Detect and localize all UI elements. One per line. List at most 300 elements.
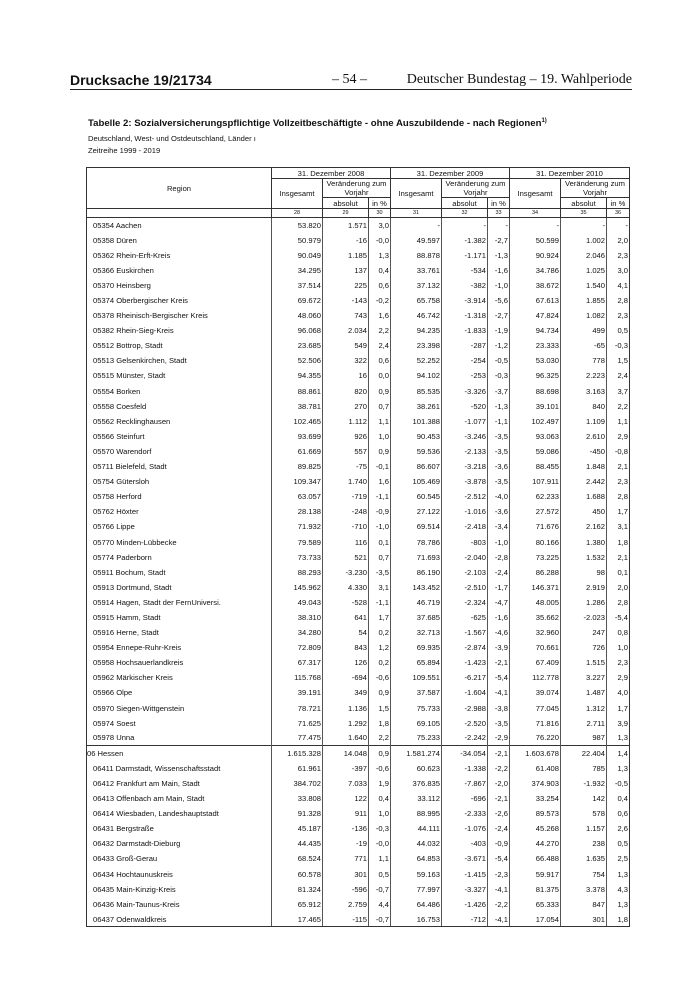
- value-cell: 94.235: [391, 323, 442, 338]
- value-cell: 754: [561, 867, 607, 882]
- value-cell: 53.820: [272, 218, 323, 233]
- region-cell: 05978 Unna: [87, 731, 272, 746]
- value-cell: -16: [323, 233, 369, 248]
- table-row: [87, 716, 630, 731]
- value-cell: -1.604: [442, 685, 488, 700]
- value-cell: 2.046: [561, 248, 607, 263]
- region-cell: 05974 Soest: [87, 716, 272, 731]
- value-cell: 743: [323, 308, 369, 323]
- page-header: [70, 72, 632, 90]
- value-cell: -2,1: [488, 791, 510, 806]
- value-cell: 88.698: [510, 384, 561, 399]
- value-cell: -2.133: [442, 444, 488, 459]
- value-cell: 67.317: [272, 655, 323, 670]
- value-cell: 48.060: [272, 308, 323, 323]
- value-cell: 1,3: [607, 897, 630, 912]
- value-cell: 1.581.274: [391, 746, 442, 761]
- value-cell: 1,4: [607, 746, 630, 761]
- value-cell: 0,5: [607, 836, 630, 851]
- region-cell: 05914 Hagen, Stadt der FernUniversi.: [87, 595, 272, 610]
- value-cell: 0,1: [607, 565, 630, 580]
- value-cell: 77.045: [510, 701, 561, 716]
- region-cell: 05958 Hochsauerlandkreis: [87, 655, 272, 670]
- region-cell: 05911 Bochum, Stadt: [87, 565, 272, 580]
- veraenderung-header-2010: Veränderung zum Vorjahr: [561, 179, 630, 198]
- value-cell: -1,9: [488, 323, 510, 338]
- value-cell: 2,8: [607, 595, 630, 610]
- value-cell: 1,0: [369, 429, 391, 444]
- column-number: 30: [369, 209, 391, 218]
- value-cell: 76.220: [510, 731, 561, 746]
- value-cell: 2,3: [607, 248, 630, 263]
- value-cell: 1.312: [561, 701, 607, 716]
- table-row: [87, 489, 630, 504]
- veraenderung-header-2009: Veränderung zum Vorjahr: [442, 179, 510, 198]
- value-cell: 322: [323, 353, 369, 368]
- value-cell: 1,8: [369, 716, 391, 731]
- column-number: 33: [488, 209, 510, 218]
- value-cell: 34.295: [272, 263, 323, 278]
- value-cell: 115.768: [272, 670, 323, 685]
- value-cell: 60.578: [272, 867, 323, 882]
- value-cell: 0,6: [369, 278, 391, 293]
- value-cell: 0,2: [369, 625, 391, 640]
- value-cell: -3,9: [488, 640, 510, 655]
- value-cell: 39.074: [510, 685, 561, 700]
- value-cell: 94.734: [510, 323, 561, 338]
- value-cell: 1.185: [323, 248, 369, 263]
- value-cell: 771: [323, 851, 369, 866]
- table-row: [87, 806, 630, 821]
- value-cell: 0,0: [369, 368, 391, 383]
- value-cell: 2,2: [369, 731, 391, 746]
- value-cell: 225: [323, 278, 369, 293]
- value-cell: 109.551: [391, 670, 442, 685]
- value-cell: -2,7: [488, 233, 510, 248]
- value-cell: 0,9: [369, 746, 391, 761]
- value-cell: 2,4: [607, 368, 630, 383]
- value-cell: 2.610: [561, 429, 607, 444]
- value-cell: 1.082: [561, 308, 607, 323]
- value-cell: -3,5: [488, 474, 510, 489]
- value-cell: 2,0: [607, 580, 630, 595]
- region-cell: 05512 Bottrop, Stadt: [87, 338, 272, 353]
- table-row: [87, 248, 630, 263]
- table-row: [87, 233, 630, 248]
- value-cell: 69.105: [391, 716, 442, 731]
- table-row: [87, 519, 630, 534]
- value-cell: -0,9: [488, 836, 510, 851]
- value-cell: 46.719: [391, 595, 442, 610]
- value-cell: 45.187: [272, 821, 323, 836]
- value-cell: 65.894: [391, 655, 442, 670]
- value-cell: 61.408: [510, 761, 561, 776]
- value-cell: 778: [561, 353, 607, 368]
- value-cell: -2,2: [488, 897, 510, 912]
- value-cell: -115: [323, 912, 369, 927]
- value-cell: 86.190: [391, 565, 442, 580]
- value-cell: -2,6: [488, 806, 510, 821]
- value-cell: 145.962: [272, 580, 323, 595]
- value-cell: 32.713: [391, 625, 442, 640]
- value-cell: -0,1: [369, 459, 391, 474]
- value-cell: -3,5: [488, 716, 510, 731]
- value-cell: -528: [323, 595, 369, 610]
- value-cell: 0,6: [369, 353, 391, 368]
- value-cell: -1,3: [488, 399, 510, 414]
- value-cell: 52.252: [391, 353, 442, 368]
- value-cell: -803: [442, 534, 488, 549]
- table-row: [87, 897, 630, 912]
- value-cell: 3,9: [607, 716, 630, 731]
- value-cell: 1,0: [607, 640, 630, 655]
- value-cell: 89.573: [510, 806, 561, 821]
- region-cell: 06412 Frankfurt am Main, Stadt: [87, 776, 272, 791]
- value-cell: -534: [442, 263, 488, 278]
- value-cell: 44.111: [391, 821, 442, 836]
- insgesamt-header-2008: Insgesamt: [272, 179, 323, 209]
- value-cell: 80.166: [510, 534, 561, 549]
- value-cell: 143.452: [391, 580, 442, 595]
- region-cell: 05754 Gütersloh: [87, 474, 272, 489]
- value-cell: 2,2: [607, 399, 630, 414]
- publisher-label: Deutscher Bundestag – 19. Wahlperiode: [406, 72, 632, 87]
- value-cell: 1,3: [607, 731, 630, 746]
- value-cell: -694: [323, 670, 369, 685]
- region-cell: 05774 Paderborn: [87, 550, 272, 565]
- value-cell: 47.824: [510, 308, 561, 323]
- value-cell: -253: [442, 368, 488, 383]
- value-cell: -0,5: [607, 776, 630, 791]
- value-cell: 33.808: [272, 791, 323, 806]
- value-cell: 49.043: [272, 595, 323, 610]
- value-cell: 0,4: [369, 263, 391, 278]
- value-cell: -3.246: [442, 429, 488, 444]
- value-cell: 2,9: [607, 670, 630, 685]
- value-cell: 3,1: [369, 580, 391, 595]
- region-cell: 05354 Aachen: [87, 218, 272, 233]
- value-cell: 60.545: [391, 489, 442, 504]
- value-cell: 0,7: [369, 399, 391, 414]
- value-cell: -5,4: [607, 610, 630, 625]
- region-cell: 05913 Dortmund, Stadt: [87, 580, 272, 595]
- region-cell: 05915 Hamm, Stadt: [87, 610, 272, 625]
- table-row: [87, 776, 630, 791]
- value-cell: 14.048: [323, 746, 369, 761]
- data-table: [86, 167, 630, 927]
- region-cell: 06432 Darmstadt-Dieburg: [87, 836, 272, 851]
- value-cell: 27.122: [391, 504, 442, 519]
- value-cell: 85.535: [391, 384, 442, 399]
- absolut-header-2008: absolut: [323, 198, 369, 209]
- value-cell: -2.510: [442, 580, 488, 595]
- column-number: 36: [607, 209, 630, 218]
- value-cell: 78.721: [272, 701, 323, 716]
- region-cell: 05916 Herne, Stadt: [87, 625, 272, 640]
- document-number-prefix: Drucksache 19/: [70, 72, 173, 88]
- value-cell: 88.293: [272, 565, 323, 580]
- region-cell: 06411 Darmstadt, Wissenschaftsstadt: [87, 761, 272, 776]
- column-number: 31: [391, 209, 442, 218]
- value-cell: 1,6: [369, 474, 391, 489]
- value-cell: 1,7: [369, 610, 391, 625]
- value-cell: -4,1: [488, 912, 510, 927]
- value-cell: 1,2: [369, 640, 391, 655]
- value-cell: 32.960: [510, 625, 561, 640]
- value-cell: -1,3: [488, 248, 510, 263]
- value-cell: 81.375: [510, 882, 561, 897]
- value-cell: -3.327: [442, 882, 488, 897]
- value-cell: -2,3: [488, 867, 510, 882]
- value-cell: -1,1: [488, 414, 510, 429]
- value-cell: 22.404: [561, 746, 607, 761]
- table-row: [87, 655, 630, 670]
- value-cell: 1,6: [369, 308, 391, 323]
- value-cell: -3.326: [442, 384, 488, 399]
- value-cell: -1,1: [369, 595, 391, 610]
- value-cell: -2,4: [488, 821, 510, 836]
- value-cell: 376.835: [391, 776, 442, 791]
- value-cell: -2,8: [488, 550, 510, 565]
- value-cell: 1.615.328: [272, 746, 323, 761]
- value-cell: 65.333: [510, 897, 561, 912]
- table-row: [87, 791, 630, 806]
- region-cell: 05382 Rhein-Sieg-Kreis: [87, 323, 272, 338]
- value-cell: -2,2: [488, 761, 510, 776]
- value-cell: 105.469: [391, 474, 442, 489]
- region-cell: 05513 Gelsenkirchen, Stadt: [87, 353, 272, 368]
- value-cell: 1.487: [561, 685, 607, 700]
- value-cell: 78.786: [391, 534, 442, 549]
- value-cell: 1.688: [561, 489, 607, 504]
- value-cell: 270: [323, 399, 369, 414]
- value-cell: 1,1: [607, 414, 630, 429]
- table-row: [87, 580, 630, 595]
- region-cell: 05966 Olpe: [87, 685, 272, 700]
- value-cell: -3,8: [488, 701, 510, 716]
- value-cell: 49.597: [391, 233, 442, 248]
- region-cell: 06413 Offenbach am Main, Stadt: [87, 791, 272, 806]
- page-number: – 54 –: [332, 72, 367, 87]
- value-cell: 7.033: [323, 776, 369, 791]
- value-cell: 847: [561, 897, 607, 912]
- table-row: [87, 384, 630, 399]
- value-cell: -0,6: [369, 670, 391, 685]
- value-cell: 1.002: [561, 233, 607, 248]
- value-cell: -1.171: [442, 248, 488, 263]
- table-row: [87, 685, 630, 700]
- value-cell: 1.603.678: [510, 746, 561, 761]
- value-cell: -2.874: [442, 640, 488, 655]
- value-cell: 521: [323, 550, 369, 565]
- value-cell: -2,1: [488, 746, 510, 761]
- value-cell: -1.077: [442, 414, 488, 429]
- value-cell: 90.049: [272, 248, 323, 263]
- table-row: [87, 746, 630, 761]
- value-cell: 557: [323, 444, 369, 459]
- region-cell: 05566 Steinfurt: [87, 429, 272, 444]
- value-cell: 0,6: [607, 806, 630, 821]
- value-cell: 2,1: [607, 550, 630, 565]
- value-cell: -1,0: [488, 534, 510, 549]
- value-cell: -3,6: [488, 504, 510, 519]
- absolut-header-2009: absolut: [442, 198, 488, 209]
- value-cell: 91.328: [272, 806, 323, 821]
- region-cell: 05970 Siegen-Wittgenstein: [87, 701, 272, 716]
- value-cell: 88.995: [391, 806, 442, 821]
- region-cell: 05366 Euskirchen: [87, 263, 272, 278]
- region-cell: 05766 Lippe: [87, 519, 272, 534]
- region-cell: 06 Hessen: [87, 746, 272, 761]
- value-cell: 44.270: [510, 836, 561, 851]
- region-cell: 05374 Oberbergischer Kreis: [87, 293, 272, 308]
- value-cell: 1,3: [369, 248, 391, 263]
- value-cell: -1.338: [442, 761, 488, 776]
- value-cell: -6.217: [442, 670, 488, 685]
- value-cell: 16.753: [391, 912, 442, 927]
- value-cell: 0,5: [369, 867, 391, 882]
- value-cell: -0,5: [488, 353, 510, 368]
- region-cell: 05370 Heinsberg: [87, 278, 272, 293]
- table-row: [87, 595, 630, 610]
- value-cell: -2,4: [488, 565, 510, 580]
- value-cell: -: [561, 218, 607, 233]
- value-cell: -143: [323, 293, 369, 308]
- value-cell: 64.853: [391, 851, 442, 866]
- value-cell: 38.310: [272, 610, 323, 625]
- value-cell: 2,6: [607, 821, 630, 836]
- value-cell: 63.057: [272, 489, 323, 504]
- value-cell: 33.254: [510, 791, 561, 806]
- value-cell: 81.324: [272, 882, 323, 897]
- value-cell: 109.347: [272, 474, 323, 489]
- table-row: [87, 625, 630, 640]
- value-cell: -2,0: [488, 776, 510, 791]
- value-cell: 2.162: [561, 519, 607, 534]
- value-cell: 59.536: [391, 444, 442, 459]
- table-row: [87, 610, 630, 625]
- value-cell: 4,1: [607, 278, 630, 293]
- value-cell: -2,9: [488, 731, 510, 746]
- value-cell: 1.540: [561, 278, 607, 293]
- table-row: [87, 338, 630, 353]
- value-cell: -1.833: [442, 323, 488, 338]
- value-cell: -19: [323, 836, 369, 851]
- value-cell: -450: [561, 444, 607, 459]
- value-cell: 59.917: [510, 867, 561, 882]
- value-cell: -2.333: [442, 806, 488, 821]
- value-cell: -520: [442, 399, 488, 414]
- value-cell: 71.816: [510, 716, 561, 731]
- value-cell: 3,0: [607, 263, 630, 278]
- value-cell: 1.112: [323, 414, 369, 429]
- table-row: [87, 821, 630, 836]
- value-cell: 1,3: [607, 867, 630, 882]
- value-cell: 75.733: [391, 701, 442, 716]
- table-row: [87, 550, 630, 565]
- value-cell: 641: [323, 610, 369, 625]
- value-cell: 23.333: [510, 338, 561, 353]
- value-cell: 3,0: [369, 218, 391, 233]
- value-cell: 911: [323, 806, 369, 821]
- value-cell: 17.465: [272, 912, 323, 927]
- value-cell: 93.699: [272, 429, 323, 444]
- value-cell: 59.163: [391, 867, 442, 882]
- value-cell: -0,7: [369, 882, 391, 897]
- value-cell: 4.330: [323, 580, 369, 595]
- value-cell: 1.635: [561, 851, 607, 866]
- value-cell: -1,1: [369, 489, 391, 504]
- value-cell: 38.781: [272, 399, 323, 414]
- value-cell: -1.318: [442, 308, 488, 323]
- value-cell: 102.465: [272, 414, 323, 429]
- value-cell: -2.103: [442, 565, 488, 580]
- value-cell: 2.919: [561, 580, 607, 595]
- value-cell: 116: [323, 534, 369, 549]
- value-cell: 112.778: [510, 670, 561, 685]
- value-cell: -710: [323, 519, 369, 534]
- value-cell: 39.101: [510, 399, 561, 414]
- value-cell: 2,2: [369, 323, 391, 338]
- value-cell: -: [488, 218, 510, 233]
- value-cell: 88.455: [510, 459, 561, 474]
- value-cell: 23.398: [391, 338, 442, 353]
- table-row: [87, 882, 630, 897]
- absolut-header-2010: absolut: [561, 198, 607, 209]
- value-cell: 69.672: [272, 293, 323, 308]
- value-cell: 88.861: [272, 384, 323, 399]
- value-cell: 73.733: [272, 550, 323, 565]
- value-cell: 549: [323, 338, 369, 353]
- value-cell: 4,4: [369, 897, 391, 912]
- column-number: 35: [561, 209, 607, 218]
- value-cell: 61.669: [272, 444, 323, 459]
- value-cell: 107.911: [510, 474, 561, 489]
- table-row: [87, 565, 630, 580]
- table-row: [87, 670, 630, 685]
- value-cell: -3.230: [323, 565, 369, 580]
- value-cell: 2,3: [607, 308, 630, 323]
- value-cell: 1.571: [323, 218, 369, 233]
- region-cell: 05962 Märkischer Kreis: [87, 670, 272, 685]
- column-number: 34: [510, 209, 561, 218]
- value-cell: 1.109: [561, 414, 607, 429]
- value-cell: -1.423: [442, 655, 488, 670]
- region-cell: 05570 Warendorf: [87, 444, 272, 459]
- value-cell: 247: [561, 625, 607, 640]
- value-cell: 101.388: [391, 414, 442, 429]
- value-cell: 70.661: [510, 640, 561, 655]
- region-cell: 06431 Bergstraße: [87, 821, 272, 836]
- value-cell: 450: [561, 504, 607, 519]
- value-cell: 2,1: [607, 459, 630, 474]
- value-cell: -4,7: [488, 595, 510, 610]
- table-row: [87, 912, 630, 927]
- value-cell: -5,4: [488, 670, 510, 685]
- value-cell: -: [607, 218, 630, 233]
- value-cell: 3,7: [607, 384, 630, 399]
- value-cell: 3.227: [561, 670, 607, 685]
- value-cell: 102.497: [510, 414, 561, 429]
- table-row: [87, 308, 630, 323]
- value-cell: 1.640: [323, 731, 369, 746]
- value-cell: 93.063: [510, 429, 561, 444]
- value-cell: 67.613: [510, 293, 561, 308]
- value-cell: 926: [323, 429, 369, 444]
- value-cell: 1.848: [561, 459, 607, 474]
- value-cell: 820: [323, 384, 369, 399]
- value-cell: -0,6: [369, 761, 391, 776]
